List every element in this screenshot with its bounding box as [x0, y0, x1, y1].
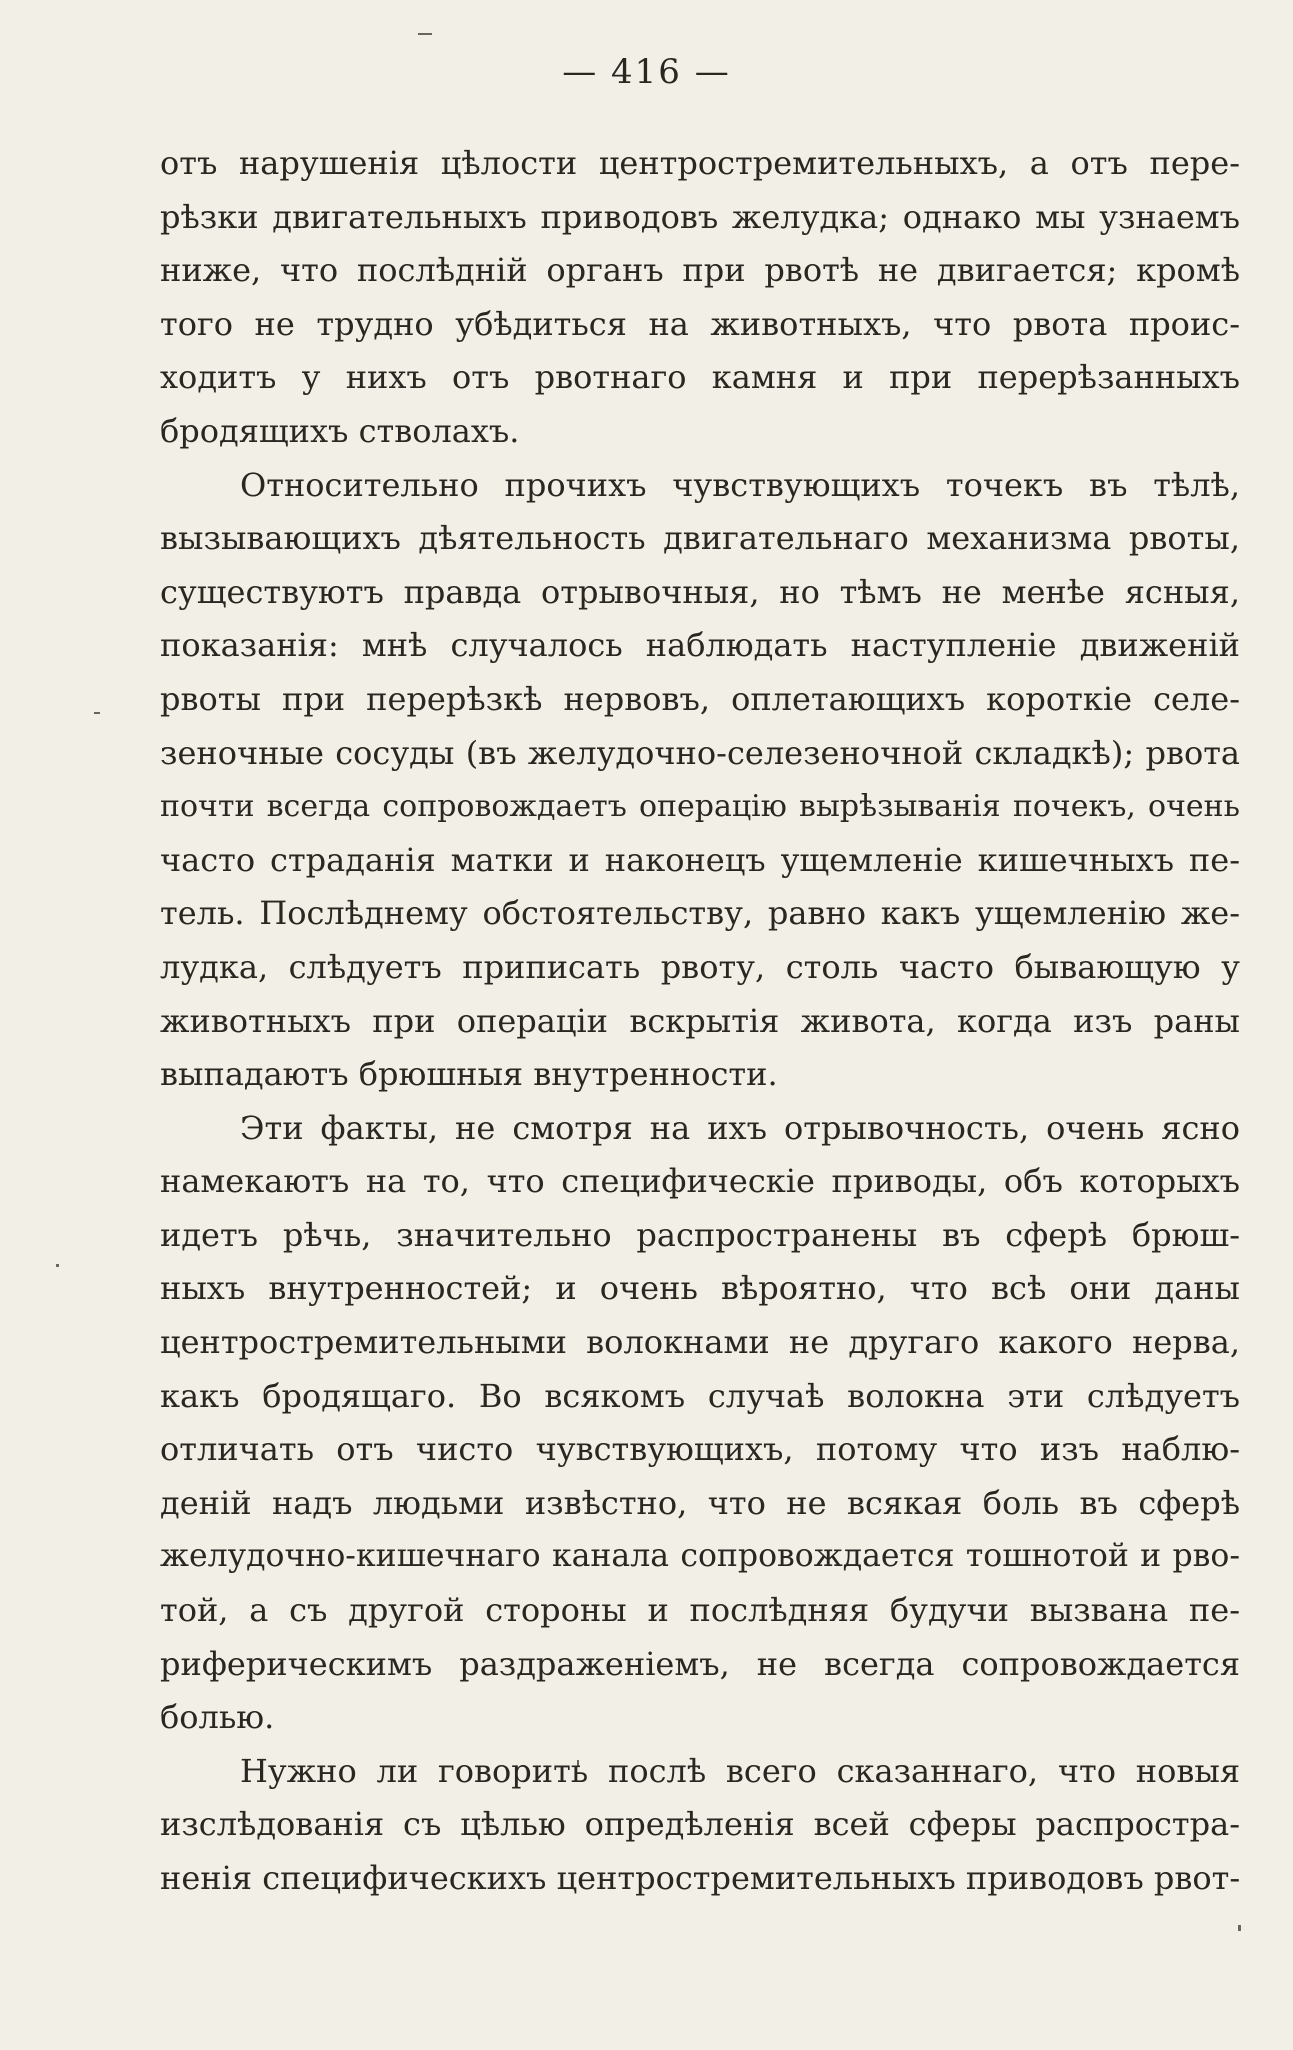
- text-line: какъ бродящаго. Во всякомъ случаѣ волокна эти слѣдуетъ: [160, 1376, 1240, 1415]
- text-line: показанія: мнѣ случалось наблюдать наступленіе движеній: [160, 626, 1240, 665]
- text-line: ненія специфическихъ центростремительныхъ приводовъ рвот-: [160, 1859, 1240, 1897]
- text-line: намекаютъ на то, что специфическіе приводы, объ которыхъ: [160, 1162, 1240, 1201]
- paragraph: [160, 1102, 1240, 1745]
- text-line: вызывающихъ дѣятельность двигательнаго механизма рвоты,: [160, 519, 1240, 558]
- text-line: того не трудно убѣдиться на животныхъ, что рвота проис-: [160, 304, 1240, 343]
- text-line: ходитъ у нихъ отъ рвотнаго камня и при перерѣзанныхъ: [160, 358, 1240, 397]
- text-line: ниже, что послѣдній органъ при рвотѣ не двигается; кромѣ: [160, 251, 1240, 290]
- text-line: центростремительными волокнами не другаго какого нерва,: [160, 1323, 1240, 1362]
- text-line: изслѣдованія съ цѣлью опредѣленія всей сферы распростра-: [160, 1805, 1240, 1844]
- ink-speck: [56, 1264, 59, 1267]
- paragraph: [160, 1745, 1240, 1906]
- text-line: рвоты при перерѣзкѣ нервовъ, оплетающихъ короткіе селе-: [160, 679, 1240, 718]
- text-line: деній надъ людьми извѣстно, что не всякая боль въ сферѣ: [160, 1483, 1240, 1522]
- text-line: существуютъ правда отрывочныя, но тѣмъ не менѣе ясныя,: [160, 572, 1240, 611]
- ink-speck: [418, 33, 432, 35]
- text-line: Нужно ли говорить послѣ всего сказаннаго, что новыя: [240, 1751, 1240, 1790]
- paragraph: [160, 459, 1240, 1102]
- text-line: ныхъ внутренностей; и очень вѣроятно, что всѣ они даны: [160, 1269, 1240, 1308]
- page-number: — 416 —: [562, 52, 731, 92]
- text-line: риферическимъ раздраженіемъ, не всегда сопровождается: [160, 1644, 1240, 1683]
- text-line: выпадаютъ брюшныя внутренности.: [160, 1055, 778, 1094]
- text-line: желудочно-кишечнаго канала сопровождается тошнотой и рво-: [160, 1538, 1240, 1575]
- ink-speck: [94, 712, 100, 714]
- text-line: идетъ рѣчь, значительно распространены въ сферѣ брюш-: [160, 1215, 1240, 1254]
- paragraph: [160, 137, 1240, 459]
- text-line: почти всегда сопровождаетъ операцію вырѣзыванія почекъ, очень: [160, 789, 1240, 825]
- text-line: лудка, слѣдуетъ приписать рвоту, столь часто бывающую у: [160, 947, 1240, 986]
- text-line: рѣзки двигательныхъ приводовъ желудка; однако мы узнаемъ: [160, 197, 1240, 236]
- text-line: той, а съ другой стороны и послѣдняя будучи вызвана пе-: [160, 1591, 1240, 1630]
- text-line: болью.: [160, 1698, 275, 1737]
- text-line: отъ нарушенія цѣлости центростремительныхъ, а отъ пере-: [160, 144, 1240, 182]
- body-text: [160, 137, 1240, 1906]
- ink-speck: [1238, 1925, 1241, 1931]
- text-line: Относительно прочихъ чувствующихъ точекъ въ тѣлѣ,: [240, 465, 1240, 504]
- text-line: Эти факты, не смотря на ихъ отрывочность, очень ясно: [240, 1108, 1240, 1147]
- text-line: тель. Послѣднему обстоятельству, равно какъ ущемленію же-: [160, 894, 1240, 933]
- text-line: часто страданія матки и наконецъ ущемленіе кишечныхъ пе-: [160, 840, 1240, 879]
- text-line: отличать отъ чисто чувствующихъ, потому что изъ наблю-: [160, 1430, 1240, 1469]
- text-line: бродящихъ стволахъ.: [160, 411, 520, 450]
- text-line: зеночные сосуды (въ желудочно-селезеночной складкѣ); рвота: [160, 733, 1240, 772]
- text-line: животныхъ при операціи вскрытія живота, когда изъ раны: [160, 1001, 1240, 1040]
